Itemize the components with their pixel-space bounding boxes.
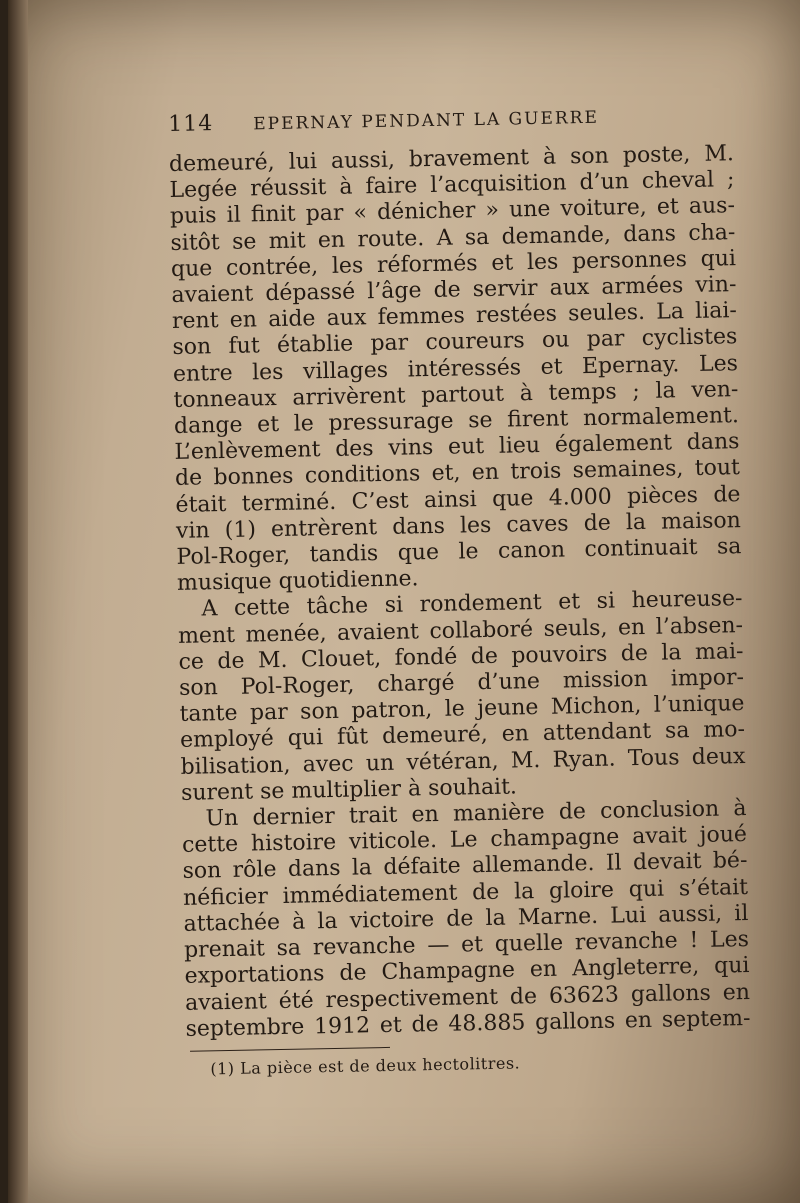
word: la <box>351 855 373 882</box>
word: avaient <box>336 618 420 646</box>
page-content <box>168 101 751 1079</box>
word: s’était <box>678 874 749 902</box>
word: à <box>339 174 353 200</box>
word: de <box>433 277 461 303</box>
word: et <box>656 194 680 221</box>
word: et <box>460 932 484 958</box>
word: L’enlèvement <box>174 437 321 466</box>
word: ; <box>726 167 735 193</box>
word: en <box>501 721 530 748</box>
word: avaient <box>184 988 268 1016</box>
word: attachée <box>183 909 281 937</box>
word: à <box>542 144 557 170</box>
word: revanche <box>574 928 678 956</box>
word: menée, <box>245 620 327 648</box>
word: ce <box>178 649 205 675</box>
word: ainsi <box>423 486 477 513</box>
word: Michon, <box>550 693 642 721</box>
word: en <box>471 460 500 486</box>
word: patron, <box>351 697 433 724</box>
word: ou <box>541 327 570 354</box>
word: deux <box>691 743 746 770</box>
word: Tous <box>627 744 680 771</box>
word: 4.000 <box>548 484 612 511</box>
word: à <box>519 380 534 407</box>
word: été <box>278 987 314 1014</box>
word: trait <box>348 802 398 829</box>
word: C’est <box>351 488 409 515</box>
word: M. <box>257 647 288 674</box>
word: gallons <box>534 1008 616 1035</box>
word: temps <box>548 379 617 406</box>
word: pièces <box>626 482 699 509</box>
word: seuls, <box>543 615 608 642</box>
word: néficier <box>182 883 269 911</box>
word: bravement <box>408 145 530 173</box>
word: dans <box>686 429 740 456</box>
word: de <box>174 465 203 492</box>
word: mit <box>268 227 306 254</box>
word: revanche <box>312 933 416 961</box>
word: seules. <box>567 300 646 327</box>
word: manière <box>452 799 545 827</box>
word: mission <box>562 666 649 694</box>
word: réussit <box>249 175 327 202</box>
word: si <box>384 593 404 619</box>
word: en <box>617 614 646 641</box>
word: dans <box>391 513 446 540</box>
word: lui <box>288 149 318 175</box>
word: Ryan. <box>552 746 616 773</box>
word: A <box>436 225 453 251</box>
word: 48.885 <box>448 1010 526 1037</box>
word: aus- <box>688 193 736 220</box>
word: mai- <box>694 638 744 665</box>
word: mo- <box>703 717 746 744</box>
word: trois <box>510 458 562 485</box>
word: collaboré <box>429 616 534 644</box>
word: eut <box>447 434 485 460</box>
word: rent <box>171 308 219 335</box>
word: cette <box>181 832 239 859</box>
word: septem- <box>661 1005 751 1033</box>
word: conditions <box>304 461 421 489</box>
word: cette <box>233 595 291 622</box>
word: exportations <box>184 961 325 990</box>
word: intéressés <box>407 354 522 383</box>
word: de <box>446 906 474 932</box>
word: de <box>583 510 612 536</box>
word: gloire <box>548 877 615 904</box>
word: ven- <box>691 376 739 403</box>
word: défaite <box>383 854 461 881</box>
word: de <box>558 799 587 825</box>
word: se <box>467 407 493 434</box>
word: en <box>411 802 439 828</box>
word: à <box>733 796 747 822</box>
word: fût <box>336 724 369 751</box>
word: sitôt <box>170 229 221 256</box>
word: l’absen- <box>655 612 744 640</box>
word: en <box>229 307 258 334</box>
word: et <box>491 250 514 276</box>
word: dernier <box>252 804 336 831</box>
word: sa <box>716 534 742 560</box>
word: Le <box>449 827 478 854</box>
word: allemande. <box>471 851 595 879</box>
word: chargé <box>377 670 455 698</box>
word: bé- <box>712 848 748 875</box>
word: en <box>722 979 751 1006</box>
word: par <box>586 326 625 353</box>
word: son <box>569 143 610 170</box>
word: les <box>331 253 364 279</box>
word: Il <box>605 850 622 877</box>
body-text <box>169 141 751 1043</box>
word: partout <box>420 381 505 409</box>
word: et <box>379 1012 402 1038</box>
word: à <box>291 909 306 935</box>
word: ! <box>689 928 699 954</box>
word: tandis <box>309 541 379 568</box>
word: cha- <box>688 219 736 246</box>
word: liai- <box>694 298 738 325</box>
word: normalement. <box>582 403 740 432</box>
word: et <box>557 589 581 616</box>
word: immédiatement <box>282 880 458 909</box>
word: demande, <box>501 222 612 250</box>
word: quelle <box>494 930 564 957</box>
word: Marne. <box>517 903 599 931</box>
word: en <box>529 956 558 983</box>
word: aux <box>326 305 367 332</box>
word: qui <box>287 725 324 752</box>
word: maison <box>660 507 742 535</box>
word: la <box>655 378 676 404</box>
word: ment <box>177 622 236 649</box>
word: dans <box>623 220 677 247</box>
word: dépassé <box>265 279 356 307</box>
word: dénicher <box>376 198 476 226</box>
word: septembre <box>185 1014 305 1042</box>
word: avaient <box>171 281 254 308</box>
word: villages <box>302 357 389 385</box>
word: de <box>217 648 245 675</box>
word: Les <box>698 350 739 377</box>
word: tante <box>179 701 238 728</box>
word: réformés <box>376 250 478 278</box>
word: « <box>353 200 368 226</box>
word: de <box>411 1011 439 1038</box>
word: vins <box>388 435 434 462</box>
word: l’acquisition <box>430 170 567 199</box>
word: canon <box>497 537 566 564</box>
word: femmes <box>377 303 466 331</box>
word: personnes <box>571 246 688 275</box>
word: devait <box>632 849 702 876</box>
word: son <box>172 334 212 361</box>
word: employé <box>179 726 275 754</box>
word: terminé. <box>241 489 337 517</box>
word: impor- <box>670 665 745 692</box>
word: que <box>170 255 213 282</box>
word: les <box>459 512 492 539</box>
word: était <box>175 491 227 518</box>
word: ; <box>632 378 641 404</box>
word: route. <box>357 225 425 252</box>
word: rôle <box>232 857 277 884</box>
word: histoire <box>250 830 337 857</box>
word: un <box>365 750 395 776</box>
word: l’unique <box>653 691 745 719</box>
word: qui <box>713 953 750 979</box>
word: entre <box>172 360 233 387</box>
word: coureurs <box>425 328 525 356</box>
word: les <box>526 249 559 275</box>
book-spine-shadow <box>8 0 28 1203</box>
word: de <box>620 640 649 667</box>
word: semaines, <box>572 456 684 484</box>
word: Pol-Roger, <box>240 672 355 700</box>
word: Legée <box>169 176 238 204</box>
word: rondement <box>419 590 542 618</box>
word: son <box>182 858 222 885</box>
word: aussi, <box>330 147 396 174</box>
word: de <box>509 983 538 1010</box>
word: gallons <box>630 980 712 1007</box>
footnote-rule <box>190 1047 390 1052</box>
word: qui <box>628 876 665 902</box>
word: cheval <box>641 167 715 195</box>
word: Lui <box>610 902 647 929</box>
word: servir <box>472 275 538 303</box>
word: attendant <box>542 719 652 747</box>
word: (1) <box>224 517 257 543</box>
word: la <box>661 640 682 666</box>
word: M. <box>704 141 735 167</box>
page-number: 114 <box>168 111 214 137</box>
word: d’un <box>579 169 630 196</box>
word: Les <box>709 927 750 953</box>
word: dange <box>173 412 243 439</box>
word: victoire <box>349 906 435 934</box>
word: son <box>178 675 219 701</box>
word: Pol-Roger, <box>176 542 291 570</box>
word: vétéran, <box>406 748 499 776</box>
footnote: (1) La pièce est de deux hectolitres. <box>210 1053 521 1079</box>
word: Un <box>205 805 239 832</box>
word: restées <box>475 301 558 329</box>
word: puis <box>169 203 217 230</box>
word: demeuré, <box>168 149 275 177</box>
word: il <box>734 900 749 927</box>
word: voiture, <box>560 195 648 222</box>
word: de <box>470 643 499 670</box>
text-line: surent se multiplier à souhait. <box>180 774 518 806</box>
word: arrivèrent <box>292 383 406 411</box>
word: avec <box>302 751 354 778</box>
word: également <box>554 430 673 458</box>
word: A <box>201 596 218 622</box>
word: poste, <box>622 141 691 169</box>
word: viticole. <box>348 828 438 855</box>
word: que <box>491 485 534 512</box>
word: entrèrent <box>270 514 378 542</box>
word: tâche <box>306 593 369 620</box>
word: si <box>596 588 616 615</box>
word: fut <box>228 333 260 360</box>
word: une <box>508 197 551 223</box>
word: bonnes <box>213 464 294 491</box>
word: respectivement <box>325 984 499 1013</box>
word: Champagne <box>381 957 516 986</box>
word: vin- <box>695 272 737 298</box>
word: le <box>444 696 466 723</box>
word: en <box>624 1007 653 1034</box>
word: » <box>485 198 500 224</box>
word: pressurage <box>328 408 454 437</box>
word: bilisation, <box>180 752 291 780</box>
word: firent <box>506 406 569 433</box>
word: dans <box>287 856 341 883</box>
word: heureuse- <box>631 586 743 614</box>
word: par <box>249 700 288 726</box>
word: d’une <box>477 669 541 696</box>
word: fondé <box>394 644 458 671</box>
word: sa <box>464 224 490 250</box>
word: La <box>655 299 685 325</box>
word: de <box>471 879 500 905</box>
book-page <box>8 0 800 1203</box>
word: 1912 <box>313 1012 371 1040</box>
word: les <box>251 359 284 386</box>
word: finit <box>250 201 296 228</box>
word: par <box>370 330 409 357</box>
word: en <box>317 227 346 253</box>
word: la <box>513 878 535 905</box>
word: contrée, <box>225 253 319 281</box>
word: son <box>299 699 340 725</box>
word: le <box>458 539 479 565</box>
word: aide <box>267 306 316 333</box>
word: Epernay. <box>581 351 680 379</box>
word: joué <box>699 822 748 849</box>
word: il <box>226 203 242 229</box>
word: sa <box>276 935 302 962</box>
word: tonneaux <box>173 385 277 413</box>
word: pouvoirs <box>511 641 608 669</box>
word: Clouet, <box>300 645 382 673</box>
word: M. <box>510 747 541 774</box>
word: des <box>334 436 374 463</box>
word: conclusion <box>599 796 720 824</box>
word: faire <box>365 173 418 200</box>
word: de <box>339 960 367 987</box>
word: Angleterre, <box>571 954 700 982</box>
word: l’âge <box>367 278 422 305</box>
word: établie <box>276 331 354 359</box>
word: la <box>625 509 647 536</box>
word: la <box>317 908 338 935</box>
word: et, <box>431 460 461 487</box>
word: de <box>713 481 741 508</box>
word: vin <box>175 518 210 544</box>
word: continuait <box>584 534 698 563</box>
word: jeune <box>477 695 539 722</box>
word: se <box>231 228 257 255</box>
word: la <box>485 905 506 931</box>
word: aux <box>549 274 590 301</box>
word: que <box>397 539 440 566</box>
word: 63623 <box>548 982 620 1009</box>
word: qui <box>700 245 737 272</box>
word: — <box>427 932 450 959</box>
word: demeuré, <box>381 722 489 750</box>
word: et <box>540 354 563 380</box>
word: cyclistes <box>641 324 738 352</box>
word: aussi, <box>658 901 723 928</box>
text-line: musique quotidienne. <box>176 566 419 597</box>
word: lieu <box>498 433 541 459</box>
word: par <box>305 201 344 227</box>
word: avait <box>631 823 687 850</box>
word: tout <box>694 455 741 482</box>
word: sa <box>664 718 690 745</box>
running-title: EPERNAY PENDANT LA GUERRE <box>253 107 600 135</box>
word: le <box>293 411 315 437</box>
word: et <box>256 411 280 438</box>
word: armées <box>601 273 684 300</box>
word: caves <box>506 511 569 538</box>
word: prenait <box>183 936 266 963</box>
word: champagne <box>490 824 620 853</box>
